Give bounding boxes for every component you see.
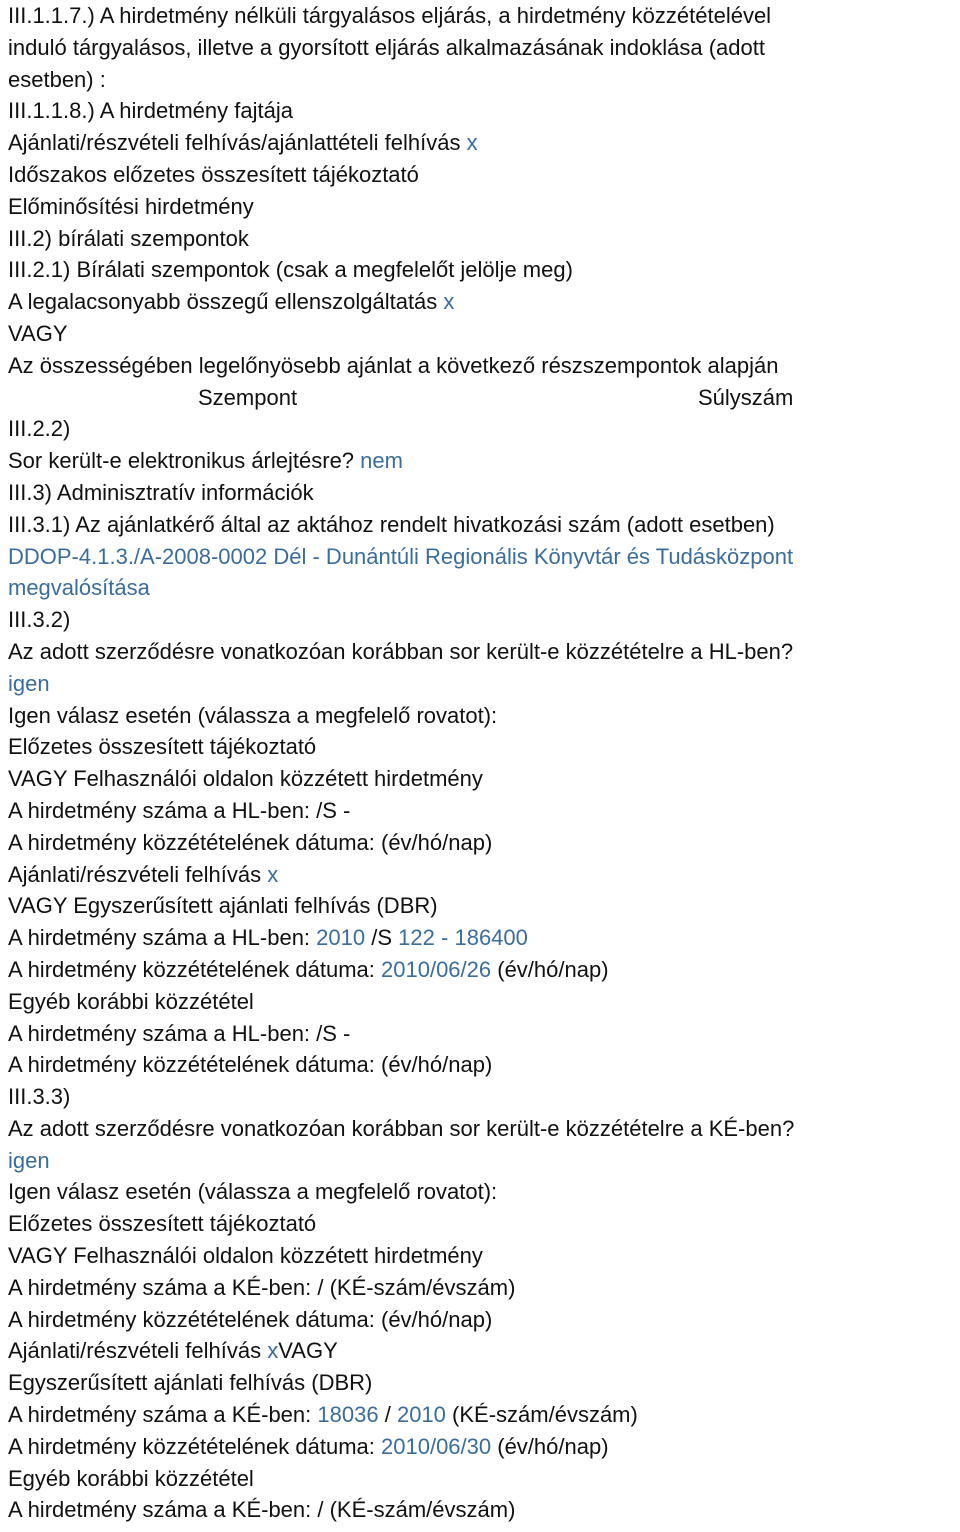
text-line: A hirdetmény közzétételének dátuma: (év/hó/nap) xyxy=(8,1052,493,1078)
text-line: VAGY Egyszerűsített ajánlati felhívás (DBR) xyxy=(8,893,438,919)
hl-publication-date: A hirdetmény közzétételének dátuma: 2010/06/26 (év/hó/nap) xyxy=(8,956,609,982)
section-heading-1118: III.1.1.8.) A hirdetmény fajtája xyxy=(8,98,293,124)
section-heading-32: III.2) bírálati szempontok xyxy=(8,225,249,251)
column-header-criterion: Szempont xyxy=(198,384,298,410)
answer-value: igen xyxy=(8,1147,50,1173)
text-line: Igen válasz esetén (válassza a megfelelő rovatot): xyxy=(8,702,498,728)
text-line: A hirdetmény közzétételének dátuma: (év/hó/nap) xyxy=(8,829,493,855)
reference-number-value: megvalósítása xyxy=(8,575,150,601)
notice-type-option: Előminősítési hirdetmény xyxy=(8,193,254,219)
section-heading-33: III.3) Adminisztratív információk xyxy=(8,479,314,505)
text-line: Előzetes összesített tájékoztató xyxy=(8,1211,317,1237)
text-line: induló tárgyalásos, illetve a gyorsított eljárás alkalmazásának indoklása (adott xyxy=(8,34,765,60)
text-line: esetben) : xyxy=(8,66,106,92)
text-line: VAGY Felhasználói oldalon közzétett hirdetmény xyxy=(8,1243,483,1269)
section-heading-1117: III.1.1.7.) A hirdetmény nélküli tárgyalásos eljárás, a hirdetmény közzétételével xyxy=(8,3,772,28)
text-line: A hirdetmény száma a HL-ben: /S - xyxy=(8,1020,351,1046)
text-line: A hirdetmény közzétételének dátuma: (év/hó/nap) xyxy=(8,1306,493,1332)
section-heading-322: III.2.2) xyxy=(8,416,71,442)
hl-notice-number: A hirdetmény száma a HL-ben: 2010 /S 122 - 186400 xyxy=(8,925,528,951)
text-line: Ajánlati/részvételi felhívás xVAGY xyxy=(8,1338,338,1364)
ke-publication-date: A hirdetmény közzétételének dátuma: 2010/06/30 (év/hó/nap) xyxy=(8,1433,609,1459)
notice-type-option: Időszakos előzetes összesített tájékoztató xyxy=(8,161,419,187)
criteria-table-header xyxy=(8,382,960,414)
column-header-weight: Súlyszám xyxy=(698,384,794,410)
answer-value: nem xyxy=(360,448,403,474)
text-line: A hirdetmény száma a KÉ-ben: / (KÉ-szám/évszám) xyxy=(8,1274,516,1300)
section-heading-331: III.3.1) Az ajánlatkérő által az aktához rendelt hivatkozási szám (adott esetben) xyxy=(8,511,775,537)
text-line: A hirdetmény száma a HL-ben: /S - xyxy=(8,797,351,823)
answer-value: igen xyxy=(8,670,50,696)
section-heading-321: III.2.1) Bírálati szempontok (csak a megfelelőt jelölje meg) xyxy=(8,257,573,283)
selected-mark: x xyxy=(267,861,279,887)
text-line: Igen válasz esetén (válassza a megfelelő rovatot): xyxy=(8,1179,498,1205)
criteria-option: A legalacsonyabb összegű ellenszolgáltatás x xyxy=(8,289,455,315)
selected-mark: x xyxy=(267,1338,279,1364)
text-line: A hirdetmény száma a KÉ-ben: / (KÉ-szám/évszám) xyxy=(8,1497,516,1523)
ke-question: Az adott szerződésre vonatkozóan korábban sor került-e közzétételre a KÉ-ben? xyxy=(8,1115,795,1141)
text-line: Előzetes összesített tájékoztató xyxy=(8,734,317,760)
text-line: Ajánlati/részvételi felhívás x xyxy=(8,861,279,887)
auction-question: Sor került-e elektronikus árlejtésre? nem xyxy=(8,448,403,474)
selected-mark: x xyxy=(466,130,478,156)
selected-mark: x xyxy=(443,289,455,315)
ke-notice-number: A hirdetmény száma a KÉ-ben: 18036 / 2010 (KÉ-szám/évszám) xyxy=(8,1402,638,1428)
text-line: VAGY Felhasználói oldalon közzétett hirdetmény xyxy=(8,766,483,792)
text-line: Egyéb korábbi közzététel xyxy=(8,1465,254,1491)
text-line: VAGY xyxy=(8,320,68,346)
text-line: Egyszerűsített ajánlati felhívás (DBR) xyxy=(8,1370,373,1396)
notice-type-option: Ajánlati/részvételi felhívás/ajánlattételi felhívás x xyxy=(8,130,478,156)
reference-number-value: DDOP-4.1.3./A-2008-0002 Dél - Dunántúli Regionális Könyvtár és Tudásközpont xyxy=(8,543,794,569)
criteria-option: Az összességében legelőnyösebb ajánlat a következő részszempontok alapján xyxy=(8,352,779,378)
section-heading-332: III.3.2) xyxy=(8,607,71,633)
text-line: Egyéb korábbi közzététel xyxy=(8,988,254,1014)
hl-question: Az adott szerződésre vonatkozóan korábban sor került-e közzétételre a HL-ben? xyxy=(8,638,794,664)
section-heading-333: III.3.3) xyxy=(8,1084,71,1110)
